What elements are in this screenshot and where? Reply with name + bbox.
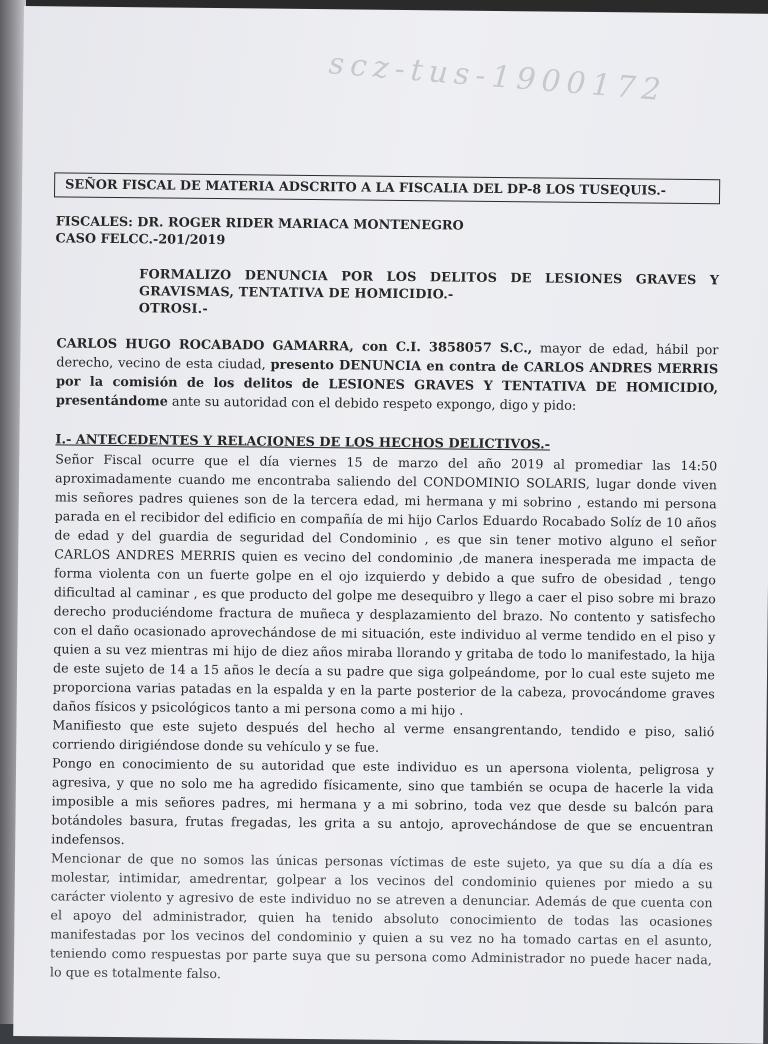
- section-title: I.- ANTECEDENTES Y RELACIONES DE LOS HECHOS DELICTIVOS.-: [55, 432, 551, 453]
- addressee-header: SEÑOR FISCAL DE MATERIA ADSCRITO A LA FISCALIA DEL DP-8 LOS TUSEQUIS.-: [54, 172, 720, 204]
- intro-text-2: ante su autoridad con el debido respeto expongo, digo y pido:: [167, 394, 577, 414]
- intro-text-1: mayor de edad, hábil por derecho, vecino de esta ciudad,: [56, 341, 719, 373]
- denuncia-statement: presento DENUNCIA en contra de CARLOS ANDRES MERRIS por la comisión de los delitos de LESIONES GRAVES Y TENTATIVA DE HOMICIDIO, presentándome: [55, 357, 719, 410]
- facts-body: [50, 449, 718, 988]
- case-meta: [55, 213, 719, 254]
- otrosi-text: OTROSI.-: [138, 301, 208, 317]
- facts-paragraph-4: Mencionar de que no somos las únicas personas víctimas de este sujeto, ya que su día a día es molestar, intimidar, amedrentar, golpear a los vecinos del condominio quienes por miedo a su carácter violento y agresivo de este individuo no se atreven a denunciar. Además de que cuenta con el apoyo del administrador, quien ha tenido absoluto conocimiento de todas las ocasiones manifestadas por los vecinos del condominio y quien a su vez no ha tomado cartas en el asunto, teniendo como respuestas por parte suya que su persona como Administrador no puede hacer nada, lo que es totalmente falso.: [49, 850, 714, 982]
- subject-text: FORMALIZO DENUNCIA POR LOS DELITOS DE LESIONES GRAVES Y GRAVISMAS, TENTATIVA DE HOMICIDIO.-: [138, 267, 720, 303]
- facts-paragraph-1: Señor Fiscal ocurre que el día viernes 15 de marzo del año 2019 al promediar las 14:50 aproximadamente cuando me encontraba saliendo del CONDOMINIO SOLARIS, lugar donde viven mis señores padres quienes son de la tercera edad, mi hermana y mi sobrino , estando mi persona parada en el recibidor del edificio en compañía de mi hijo Carlos Eduardo Rocabado Solíz de 10 años de edad y del guardia de seguridad del Condominio , es que sin tener motivo alguno el señor CARLOS ANDRES MERRIS quien es vecino del condominio ,de manera inesperada me impacta de forma violenta con un fuerte golpe en el ojo izquierdo y debido a que sufro de obesidad , tengo dificultad al caminar , es que producto del golpe me desequibro y llego a caer el piso sobre mi brazo derecho produciéndome fractura de muñeca y desplazamiento del brazo. No contento y satisfecho con el daño ocasionado aprovechándose de mi situación, este individuo al verme tendido en el piso y quien a su vez mientras mi hijo de diez años miraba llorando y gritaba de todo lo manifestado, la hija de este sujeto de 14 a 15 años le decía a su padre que siga golpeándome, por lo cual este sujeto me proporciona varias patadas en la espalda y en la parte posterior de la cabeza, provocándome graves daños físicos y psicológicos tanto a mi persona como a mi hijo .: [52, 451, 718, 718]
- handwritten-case-number: scz-tus-1900172: [327, 46, 668, 109]
- case-number-line: CASO FELCC.-201/2019: [55, 231, 226, 249]
- document-content: [36, 172, 720, 988]
- complainant-name: CARLOS HUGO ROCABADO GAMARRA, con C.I. 3858057 S.C.,: [56, 336, 533, 357]
- intro-paragraph: [56, 334, 719, 417]
- document-page: [13, 6, 768, 1044]
- facts-paragraph-3: Pongo en conocimiento de su autoridad que este individuo es un apersona violenta, peligrosa y agresiva, y que no solo me ha agredido físicamente, sino que también se ocupa de hacerle la vida imposible a mis señores padres, mi hermana y a mi sobrino, toda vez que desde su balcón para botándoles basura, frutas fregadas, les grita a su antojo, aprovechándose de que se encuentran indefensos.: [51, 755, 715, 848]
- subject-block: [139, 266, 720, 323]
- facts-paragraph-2: Manifiesto que este sujeto después del hecho al verme ensangrentando, tendido e piso, salió corriendo dirigiéndose donde su vehículo y se fue.: [52, 717, 715, 755]
- prosecutors-line: FISCALES: DR. ROGER RIDER MARIACA MONTENEGRO: [55, 214, 464, 234]
